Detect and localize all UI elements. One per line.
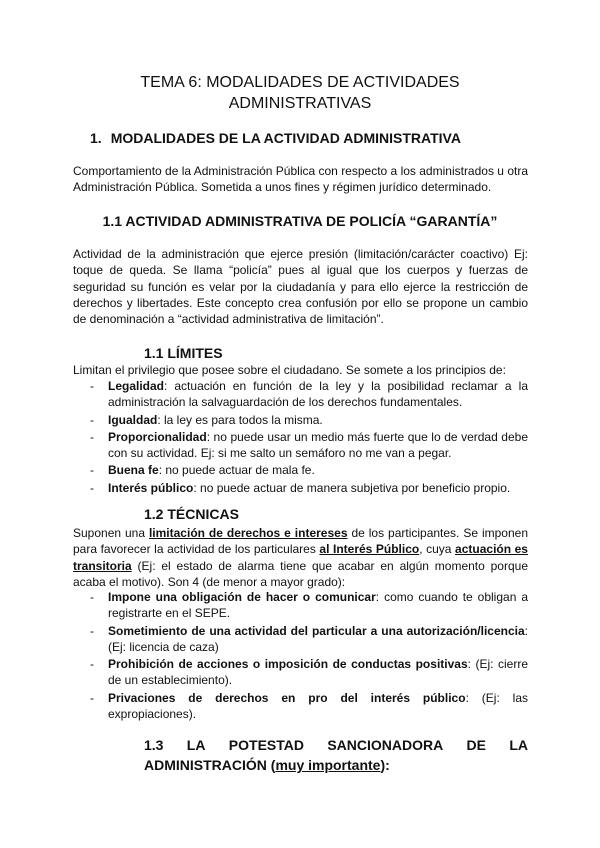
section-1-text: Comportamiento de la Administración Pública con respecto a los administrados u otra Administración Pública. Sometida a unos fines y régimen jurídico determinado. [73,164,528,195]
section-1-1-text: Actividad de la administración que ejerce presión (limitación/carácter coactivo) Ej: toque de queda. Se llama “policía” pues al igual que los cuerpos y fuerzas de seguridad su función es velar por la ciudadanía y para ello ejerce la restricción de derechos y libertades. Este concepto crea confusión por ello se propone un cambio de denominación a “actividad administrativa de limitación”. [73,247,528,327]
limites-heading: 1.1 LÍMITES [144,345,223,361]
section-1-1-heading: 1.1 ACTIVIDAD ADMINISTRATIVA DE POLICÍA “GARANTÍA” [102,213,498,229]
list-item: - Privaciones de derechos en pro del interés público: (Ej: las expropiaciones). [90,690,528,722]
section-1-heading: 1. MODALIDADES DE LA ACTIVIDAD ADMINISTRATIVA [90,130,461,146]
list-item: - Buena fe: no puede actuar de mala fe. [90,463,315,478]
list-item: - Legalidad: actuación en función de la ley y la posibilidad reclamar a la administración la salvaguardación de los derechos fundamentales. [90,379,528,410]
tecnicas-heading: 1.2 TÉCNICAS [144,506,239,522]
list-item: - Prohibición de acciones o imposición de conductas positivas: (Ej: cierre de un establecimiento). [90,657,528,688]
potestad-heading: 1.3 LA POTESTAD SANCIONADORA DE LA ADMINISTRACIÓN (muy importante): [144,737,528,773]
list-item: - Impone una obligación de hacer o comunicar: como cuando te obligan a registrarte en el SEPE. [90,590,528,621]
list-item: - Interés público: no puede actuar de manera subjetiva por beneficio propio. [90,480,511,495]
tecnicas-text: Suponen una limitación de derechos e intereses de los participantes. Se imponen para favorecer la actividad de los particulares al Interés Público, cuya actuación es transitoria (Ej: el estado de alarma tiene que acabar en algún momento porque acaba el motivo). Son 4 (de menor a mayor grado): [73,526,528,589]
list-item: - Sometimiento de una actividad del particular a una autorización/licencia: (Ej: licencia de caza) [90,623,528,654]
tecnicas-list [90,589,528,723]
document-title: TEMA 6: MODALIDADES DE ACTIVIDADES ADMINISTRATIVAS [140,74,460,112]
list-item: - Igualdad: la ley es para todos la misma. [90,412,323,427]
list-item: - Proporcionalidad: no puede usar un medio más fuerte que lo de verdad debe con su actividad. Ej: si me salto un semáforo no me van a pegar. [90,429,528,461]
limites-list [90,378,528,497]
limites-intro: Limitan el privilegio que posee sobre el ciudadano. Se somete a los principios de: [73,363,506,377]
